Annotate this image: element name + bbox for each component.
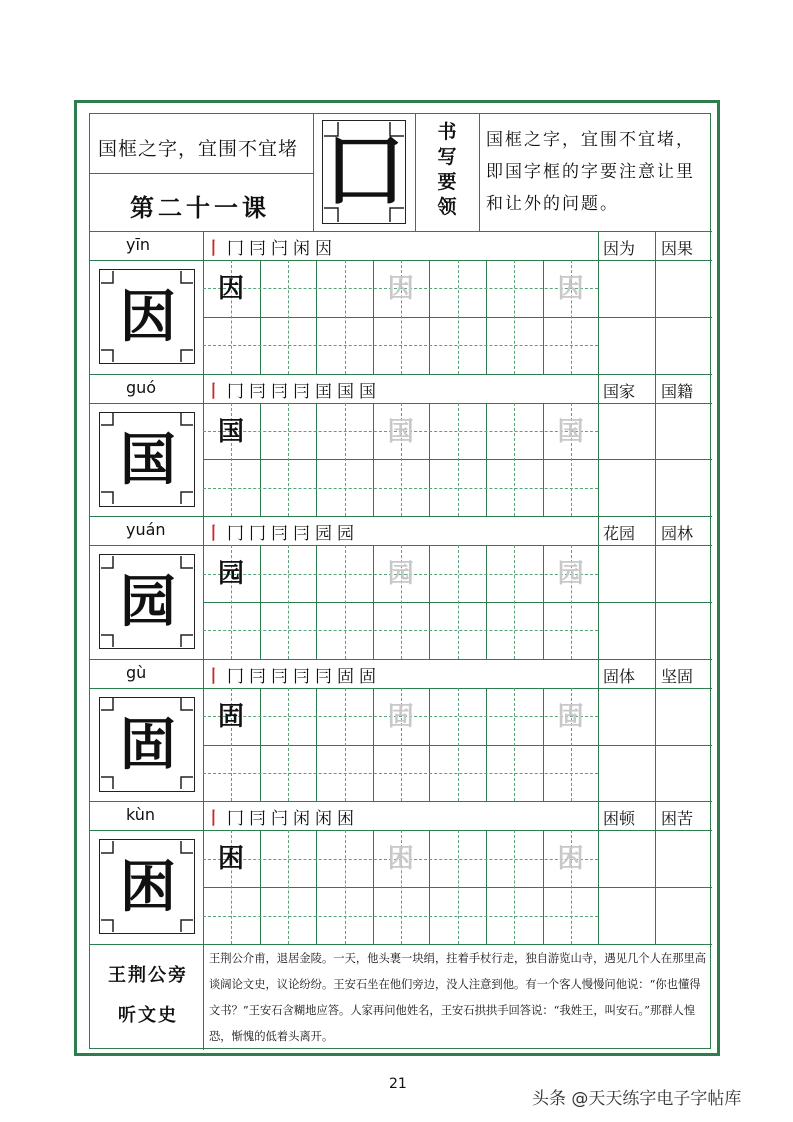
radical-char: 囗 (328, 129, 402, 215)
lesson-title: 第二十一课 (130, 193, 270, 222)
stroke-step: 冃 (293, 524, 315, 545)
stroke-step: 闩 (271, 239, 293, 259)
example-char: 固 (217, 701, 244, 732)
stroke-step: 冃 (249, 809, 271, 830)
model-char: 因 (120, 284, 176, 350)
model-char-frame (99, 269, 195, 364)
sheet-inner-frame (89, 113, 711, 1049)
stroke-step: 闩 (271, 809, 293, 830)
stroke-order (205, 519, 359, 544)
stroke-step: 丨 (205, 666, 227, 687)
stroke-step: 冂 (227, 809, 249, 830)
example-char: 因 (217, 274, 244, 304)
stroke-step: 冂 (227, 381, 249, 402)
trace-char: 园 (557, 559, 584, 590)
stroke-step: 困 (337, 809, 359, 830)
stroke-order (205, 662, 381, 687)
stroke-step: 囯 (315, 381, 337, 402)
page-number: 21 (389, 1076, 407, 1092)
pinyin: yīn (126, 235, 151, 254)
word-1: 国家 (603, 381, 636, 401)
pinyin: kùn (126, 805, 156, 825)
character-block (90, 659, 712, 802)
example-char: 园 (217, 559, 244, 590)
stroke-step: 冂 (227, 239, 249, 259)
stroke-step: 丨 (205, 809, 227, 830)
stroke-step: 冂 (249, 524, 271, 545)
word-2: 园林 (661, 524, 694, 544)
stroke-step: 丨 (205, 524, 227, 545)
stroke-step: 丨 (205, 381, 227, 402)
model-char-frame (99, 839, 195, 934)
trace-char: 固 (557, 701, 584, 732)
model-char: 国 (120, 426, 176, 493)
character-block (90, 374, 712, 517)
model-char-frame (99, 412, 195, 507)
character-block (90, 516, 712, 659)
model-char: 园 (120, 569, 176, 636)
pinyin: gù (126, 662, 147, 682)
stroke-order (205, 804, 359, 829)
stroke-step: 冂 (227, 666, 249, 687)
stroke-step: 固 (359, 666, 381, 687)
practice-sheet (74, 100, 720, 1056)
stroke-step: 冃 (271, 381, 293, 402)
trace-char: 因 (387, 274, 414, 304)
character-block (90, 231, 712, 374)
stroke-step: 闲 (315, 809, 337, 830)
character-block (90, 801, 712, 944)
pinyin: yuán (126, 520, 166, 540)
motto-text: 国框之字，宜围不宜堵 (98, 138, 299, 160)
word-1: 因为 (603, 239, 636, 258)
word-1: 困顿 (603, 809, 636, 829)
stroke-order (205, 234, 337, 259)
trace-char: 困 (387, 844, 414, 875)
stroke-step: 固 (337, 666, 359, 687)
stroke-step: 冃 (249, 239, 271, 259)
radical-frame (322, 120, 406, 224)
model-char-frame (99, 554, 195, 649)
stroke-step: 闲 (293, 809, 315, 830)
tips-title: 书写要领 (437, 121, 457, 218)
model-char: 固 (120, 711, 176, 778)
stroke-step: 冃 (271, 524, 293, 545)
story-title-line2: 听文史 (118, 1005, 178, 1026)
word-2: 因果 (661, 239, 694, 258)
word-1: 固体 (603, 666, 636, 686)
stroke-step: 园 (337, 524, 359, 545)
stroke-step: 国 (337, 381, 359, 402)
watermark: 头条 @天天练字电子字帖库 (532, 1089, 742, 1109)
trace-char: 固 (387, 701, 414, 732)
stroke-step: 冃 (293, 381, 315, 402)
stroke-step: 国 (359, 381, 381, 402)
word-2: 坚固 (661, 666, 694, 686)
word-2: 困苦 (661, 809, 694, 829)
trace-char: 因 (557, 274, 584, 304)
example-char: 困 (217, 844, 244, 875)
stroke-step: 园 (315, 524, 337, 545)
model-char-frame (99, 697, 195, 792)
story-title-line1: 王荆公旁 (108, 965, 188, 986)
trace-char: 国 (557, 416, 584, 447)
story-text: 王荆公介甫，退居金陵。一天，他头裹一块绢，拄着手杖行走，独自游览山寺，遇见几个人在那里高谈阔论文史，议论纷纷。王安石坐在他们旁边，没人注意到他。有一个客人慢慢问他说：“你也懂得文书？”王安石含糊地应答。人家再问他姓名，王安石拱拱手回答说：“我姓王，叫安石。”那群人惶恐，惭愧的低着头离开。 (209, 952, 707, 1043)
stroke-step: 冃 (249, 666, 271, 687)
trace-char: 国 (387, 416, 414, 447)
word-2: 国籍 (661, 381, 694, 401)
stroke-order (205, 377, 381, 402)
tips-text: 国框之字，宜围不宜堵，即国字框的字要注意让里和让外的问题。 (486, 130, 695, 214)
stroke-step: 丨 (205, 239, 227, 259)
stroke-step: 闲 (293, 239, 315, 259)
word-1: 花园 (603, 524, 636, 544)
stroke-step: 冃 (315, 666, 337, 687)
stroke-step: 因 (315, 239, 337, 259)
stroke-step: 冂 (227, 524, 249, 545)
stroke-step: 冃 (293, 666, 315, 687)
stroke-step: 冃 (271, 666, 293, 687)
pinyin: guó (126, 377, 157, 397)
trace-char: 困 (557, 844, 584, 875)
model-char: 困 (120, 854, 176, 921)
example-char: 国 (217, 416, 244, 447)
stroke-step: 冃 (249, 381, 271, 402)
trace-char: 园 (387, 559, 414, 590)
